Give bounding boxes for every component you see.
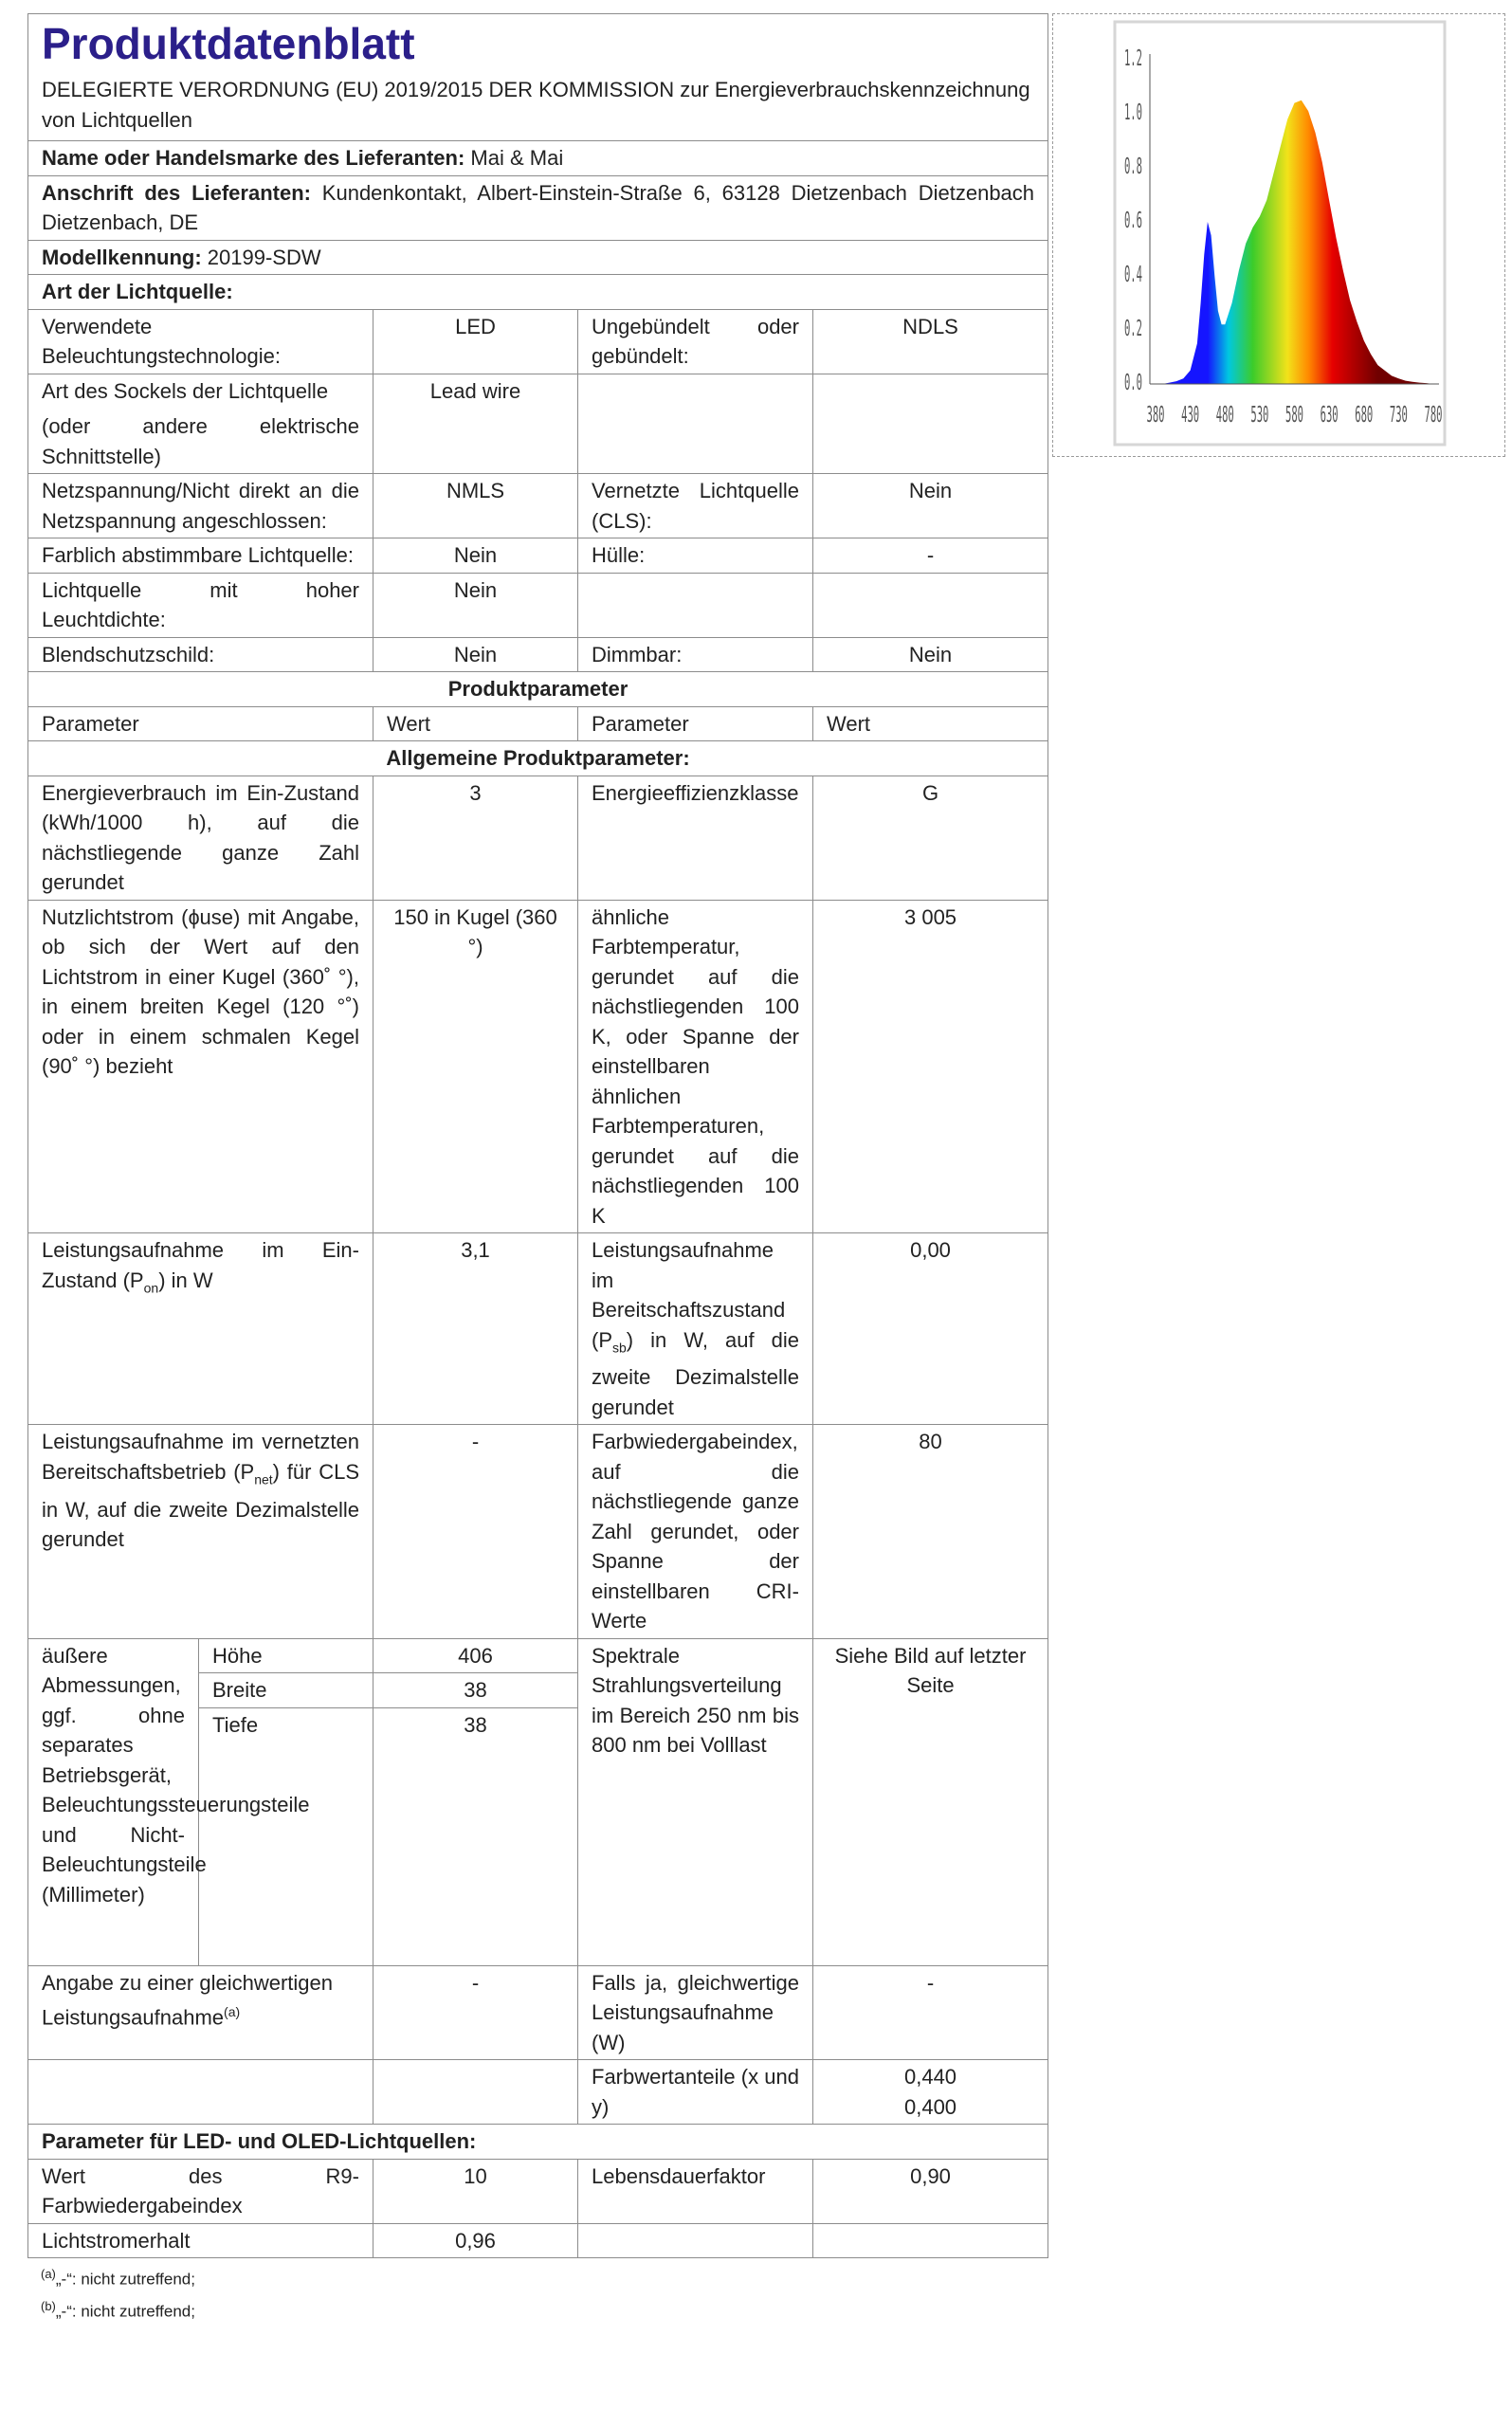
empty-cell (813, 374, 1048, 474)
empty-cell (578, 2223, 813, 2258)
column-header-value-2: Wert (813, 706, 1048, 741)
networked-standby-label: Leistungsaufnahme im vernetzten Bereitschaftsbetrieb $(P_{net})$ für CLS in W, auf die zweite Dezimalstelle gerundet (28, 1425, 373, 1639)
spectral-distribution-value: Siehe Bild auf letzter Seite (813, 1638, 1048, 1965)
y-tick-label: 1.0 (1123, 100, 1142, 126)
x-tick-label: 730 (1389, 402, 1408, 429)
luminous-flux-value: 150 in Kugel (360 °) (373, 900, 578, 1233)
r9-value: 10 (373, 2159, 578, 2223)
color-rendering-value: 80 (813, 1425, 1048, 1639)
x-tick-label: 380 (1146, 402, 1165, 429)
empty-cell (373, 2060, 578, 2125)
empty-cell (28, 2060, 373, 2125)
standby-power-label: Leistungsaufnahme im Bereitschaftszustand $(P_{sb})$ in W, auf die zweite Dezimalstelle gerundet (578, 1233, 813, 1425)
y-tick-label: 0.6 (1123, 208, 1142, 234)
high-luminance-label: Lichtquelle mit hoher Leuchtdichte: (28, 573, 373, 637)
y-tick-label: 0.4 (1123, 262, 1142, 288)
mains-value: NMLS (373, 474, 578, 538)
luminous-flux-label: Nutzlichtstrom (ɸuse) mit Angabe, ob sich der Wert auf den Lichtstrom in einer Kugel (360˚ °), in einem breiten Kegel (120 °˚) oder in einem schmalen Kegel (90˚ °) bezieht (28, 900, 373, 1233)
depth-label: Tiefe (199, 1707, 373, 1965)
lumen-maintenance-value: 0,96 (373, 2223, 578, 2258)
height-value: 406 (373, 1638, 578, 1673)
lumen-maintenance-label: Lichtstromerhalt (28, 2223, 373, 2258)
column-header-parameter-2: Parameter (578, 706, 813, 741)
chromaticity-x: 0,440 (903, 2065, 957, 2089)
width-label: Breite (199, 1673, 373, 1708)
tunable-label: Farblich abstimmbare Lichtquelle: (28, 538, 373, 574)
cap-type-label (28, 374, 373, 474)
supplier-name-value: Mai & Mai (470, 146, 564, 170)
x-tick-label: 530 (1250, 402, 1269, 429)
cap-type-label-line1: Art des Sockels der Lichtquelle (42, 378, 329, 403)
y-tick-label: 0.0 (1123, 370, 1142, 396)
column-header-parameter: Parameter (28, 706, 373, 741)
x-tick-label: 480 (1215, 402, 1234, 429)
y-tick-label: 0.2 (1123, 316, 1142, 342)
spectrum-chart-panel (1052, 13, 1505, 457)
anti-glare-value: Nein (373, 637, 578, 672)
general-parameters-heading: Allgemeine Produktparameter: (28, 741, 1048, 776)
supplier-address-value: Kundenkontakt, Albert-Einstein-Straße 6, 63128 Dietzenbach Dietzenbach Dietzenbach, DE (42, 180, 1035, 234)
anti-glare-label: Blendschutzschild: (28, 637, 373, 672)
on-mode-power-label: Leistungsaufnahme im Ein-Zustand $(P_{on})$ in W (28, 1233, 373, 1425)
regulation-reference: DELEGIERTE VERORDNUNG (EU) 2019/2015 DER KOMMISSION zur Energieverbrauchskennzeichnung von Lichtquellen (42, 78, 1030, 132)
chromaticity-y: 0,400 (903, 2094, 957, 2119)
model-label: Modellkennung: (42, 245, 202, 269)
technology-label: Verwendete Beleuchtungstechnologie: (28, 309, 373, 374)
cap-type-value: Lead wire (373, 374, 578, 474)
supplier-name-row (28, 141, 1048, 176)
envelope-label: Hülle: (578, 538, 813, 574)
header-cell (28, 14, 1048, 141)
spectral-distribution-label: Spektrale Strahlungsverteilung im Bereich 250 nm bis 800 nm bei Volllast (578, 1638, 813, 1965)
survival-factor-label: Lebensdauerfaktor (578, 2159, 813, 2223)
standby-power-value: 0,00 (813, 1233, 1048, 1425)
column-header-value: Wert (373, 706, 578, 741)
x-tick-label: 630 (1320, 402, 1339, 429)
chromaticity-value (813, 2060, 1048, 2125)
connected-value: Nein (813, 474, 1048, 538)
empty-cell (813, 573, 1048, 637)
footnote-b: $^{(b)}$„-“: nicht zutreffend; (41, 2299, 195, 2321)
energy-class-label: Energieeffizienzklasse (578, 776, 813, 900)
chromaticity-label: Farbwertanteile (x und y) (578, 2060, 813, 2125)
tunable-value: Nein (373, 538, 578, 574)
x-tick-label: 580 (1284, 402, 1304, 429)
supplier-name-label: Name oder Handelsmarke des Lieferanten: (42, 146, 465, 170)
directional-value: NDLS (813, 309, 1048, 374)
empty-cell (813, 2223, 1048, 2258)
high-luminance-value: Nein (373, 573, 578, 637)
dimmable-value: Nein (813, 637, 1048, 672)
product-data-sheet (27, 13, 1047, 2323)
energy-consumption-label: Energieverbrauch im Ein-Zustand (kWh/1000 h), auf die nächstliegende ganze Zahl gerundet (28, 776, 373, 900)
equivalent-power-value: - (373, 1965, 578, 2060)
dimensions-label: äußere Abmessungen, ggf. ohne separates Betriebsgerät, Beleuchtungssteuerungsteile und Nicht-Beleuchtungsteile (Millimeter) (28, 1638, 199, 1965)
equivalent-power-watt-value: - (813, 1965, 1048, 2060)
equivalent-power-watt-label: Falls ja, gleichwertige Leistungsaufnahme (W) (578, 1965, 813, 2060)
product-parameters-heading: Produktparameter (28, 672, 1048, 707)
data-sheet-table (27, 13, 1048, 2258)
color-rendering-label: Farbwiedergabeindex, auf die nächstliegende ganze Zahl gerundet, oder Spanne der einstellbaren CRI-Werte (578, 1425, 813, 1639)
spectrum-chart (1053, 14, 1504, 456)
cap-type-label-line2: (oder andere elektrische Schnittstelle) (42, 414, 359, 468)
depth-value: 38 (373, 1707, 578, 1965)
energy-consumption-value: 3 (373, 776, 578, 900)
width-value: 38 (373, 1673, 578, 1708)
y-tick-label: 0.8 (1123, 154, 1142, 180)
footnote-a: $^{(a)}$„-“: nicht zutreffend; (41, 2267, 195, 2290)
x-tick-label: 680 (1355, 402, 1374, 429)
supplier-address-row (28, 175, 1048, 240)
model-value: 20199-SDW (207, 245, 321, 269)
x-tick-label: 780 (1424, 402, 1443, 429)
model-row (28, 240, 1048, 275)
survival-factor-value: 0,90 (813, 2159, 1048, 2223)
empty-cell (578, 573, 813, 637)
led-parameters-heading: Parameter für LED- und OLED-Lichtquellen: (28, 2125, 1048, 2160)
energy-class-value: G (813, 776, 1048, 900)
mains-label: Netzspannung/Nicht direkt an die Netzspannung angeschlossen: (28, 474, 373, 538)
page-title: Produktdatenblatt (42, 19, 415, 68)
x-tick-label: 430 (1181, 402, 1200, 429)
equivalent-power-label: Angabe zu einer gleichwertigen Leistungsaufnahme$^{(a)}$ (28, 1965, 373, 2060)
spectrum-area (1162, 100, 1433, 384)
r9-label: Wert des R9-Farbwiedergabeindex (28, 2159, 373, 2223)
empty-cell (578, 374, 813, 474)
connected-label: Vernetzte Lichtquelle (CLS): (578, 474, 813, 538)
height-label: Höhe (199, 1638, 373, 1673)
directional-label: Ungebündelt oder gebündelt: (578, 309, 813, 374)
supplier-address-label: Anschrift des Lieferanten: (42, 180, 311, 205)
networked-standby-value: - (373, 1425, 578, 1639)
technology-value: LED (373, 309, 578, 374)
y-tick-label: 1.2 (1123, 46, 1142, 72)
on-mode-power-value: 3,1 (373, 1233, 578, 1425)
light-source-type-heading: Art der Lichtquelle: (28, 275, 1048, 310)
color-temperature-label: ähnliche Farbtemperatur, gerundet auf die nächstliegenden 100 K, oder Spanne der einstellbaren ähnlichen Farbtemperaturen, gerundet auf die nächstliegenden 100 K (578, 900, 813, 1233)
dimmable-label: Dimmbar: (578, 637, 813, 672)
color-temperature-value: 3 005 (813, 900, 1048, 1233)
envelope-value: - (813, 538, 1048, 574)
